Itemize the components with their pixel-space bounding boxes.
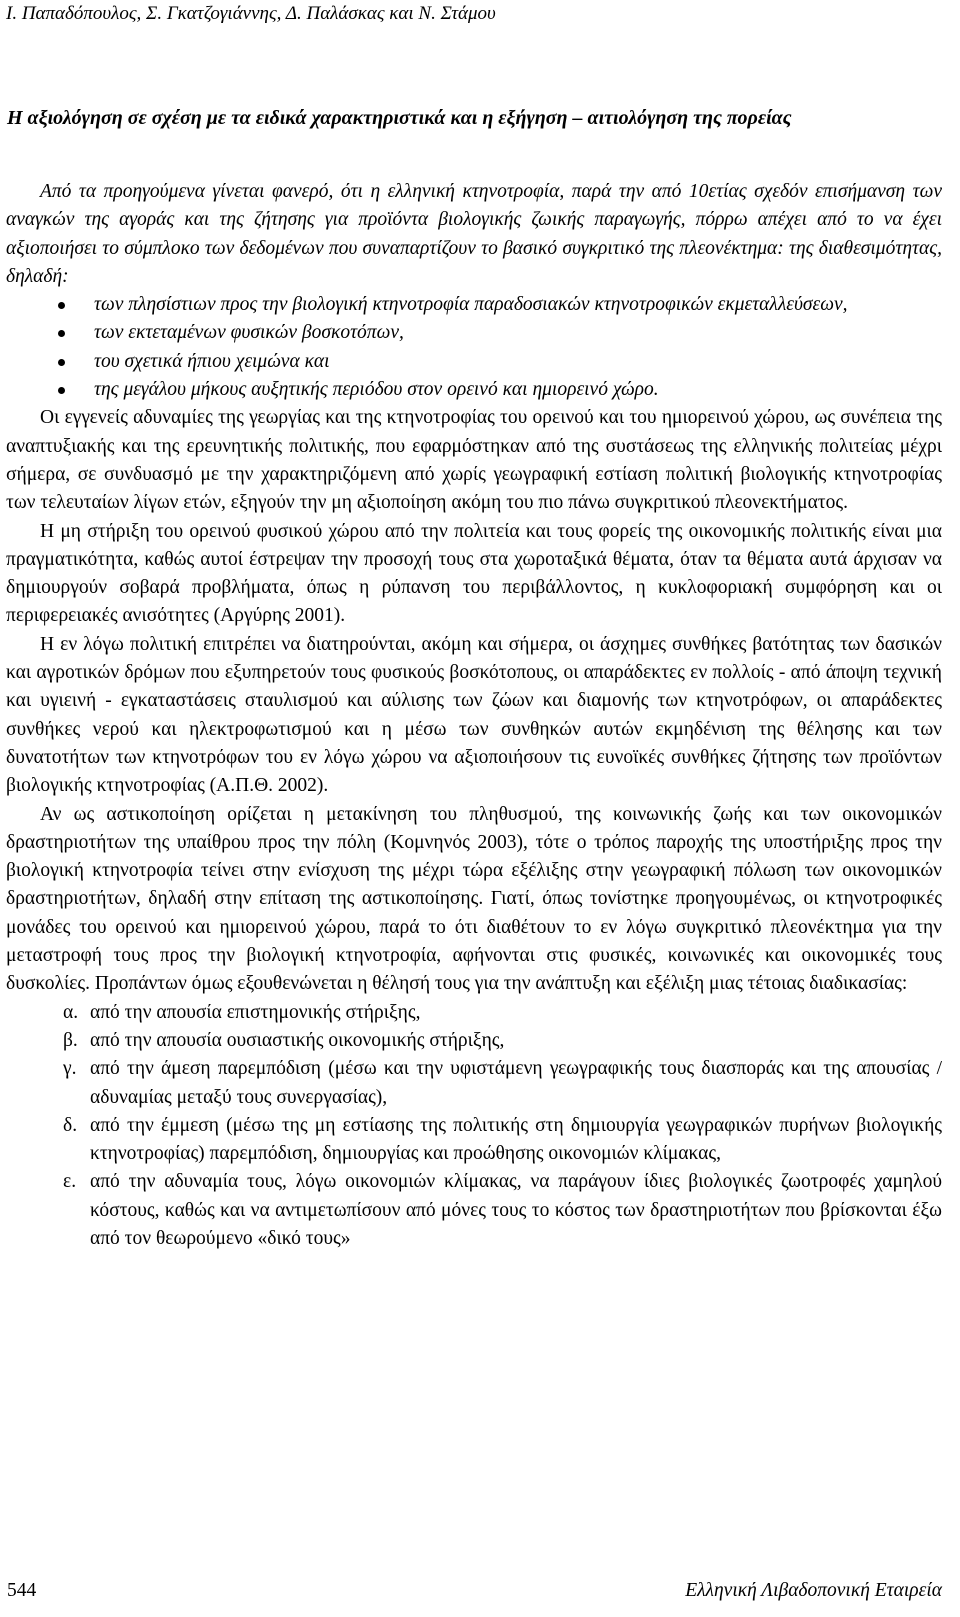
footer-society: Ελληνική Λιβαδοπονική Εταιρεία — [685, 1580, 942, 1601]
bullet-text: των πλησίστιων προς την βιολογική κτηνοτροφία παραδοσιακών κτηνοτροφικών εκμεταλλεύσεων, — [94, 294, 848, 316]
bullet-item — [6, 348, 942, 376]
bullet-icon — [58, 302, 65, 309]
enumerated-text: από την απουσία ουσιαστικής οικονομικής στήριξης, — [90, 1029, 505, 1051]
running-header: Ι. Παπαδόπουλος, Σ. Γκατζογιάννης, Δ. Παλάσκας και Ν. Στάμου — [6, 3, 496, 24]
enumerated-text: από την απουσία επιστημονικής στήριξης, — [90, 1001, 421, 1023]
enumerated-text: από την αδυναμία τους, λόγω οικονομιών κλίμακας, να παράγουν ίδιες βιολογικές ζωοτροφές χαμηλού κόστους, καθώς και να αντιμετωπίσουν από μόνες τους το κόστος των δραστηριοτήτων που βρίσκονται έξω από τον θεωρούμενο «δικό τους» — [90, 1171, 942, 1249]
enumerated-text: από την έμμεση (μέσω της μη εστίασης της πολιτικής στη δημιουργία γεωγραφικών πυρήνων βιολογικής κτηνοτροφίας) παρεμπόδιση, δημιουργίας και προώθησης οικονομιών κλίμακας, — [90, 1114, 942, 1165]
enumerated-item — [6, 1168, 942, 1253]
enumerated-list — [6, 999, 942, 1254]
enumerated-item — [6, 1055, 942, 1112]
bullet-text: της μεγάλου μήκους αυξητικής περιόδου στον ορεινό και ημιορεινό χώρο. — [94, 379, 659, 401]
intro-paragraph: Από τα προηγούμενα γίνεται φανερό, ότι η ελληνική κτηνοτροφία, παρά την από 10ετίας σχεδόν επισήμανση των αναγκών της αγοράς και της ζήτησης για προϊόντα βιολογικής ζωικής παραγωγής, πόρρω απέχει από το να έχει αξιοποιήσει το σύμπλοκο των δεδομένων που συναπαρτίζουν το βασικό συγκριτικό της πλεονέκτημα: της διαθεσιμότητας, δηλαδή: — [6, 181, 942, 287]
section-heading: Η αξιολόγηση σε σχέση με τα ειδικά χαρακτηριστικά και η εξήγηση – αιτιολόγηση της πορείας — [7, 107, 792, 129]
enumerated-item — [6, 1027, 942, 1055]
body-paragraph: Αν ως αστικοποίηση ορίζεται η μετακίνηση του πληθυσμού, της κοινωνικής ζωής και των οικονομικών δραστηριοτήτων της υπαίθρου προς την πόλη (Κομνηνός 2003), τότε ο τρόπος παροχής της υποστήριξης προς την βιολογική κτηνοτροφία τείνει στην ενίσχυση της μέχρι τώρα εξέλιξης στην γεωγραφική πόλωση των οικονομικών δραστηριοτήτων, δηλαδή στην επίταση της αστικοποίησης. Γιατί, όπως τονίστηκε προηγουμένως, οι κτηνοτροφικές μονάδες του ορεινού και ημιορεινού χώρου, παρά το ότι διαθέτουν το εν λόγω συγκριτικό πλεονέκτημα για την μεταστροφή τους προς την βιολογική κτηνοτροφία, αφήνονται στις φυσικές, κοινωνικές και οικονομικές τους δυσκολίες. Προπάντων όμως εξουθενώνεται η θέλησή τους για την ανάπτυξη και εξέλιξη μιας τέτοιας διαδικασίας: — [6, 803, 942, 995]
enumerated-item — [6, 999, 942, 1027]
enumerated-item — [6, 1112, 942, 1169]
bullet-item — [6, 319, 942, 347]
enumerated-marker: β. — [63, 1029, 78, 1051]
body-paragraph: Η εν λόγω πολιτική επιτρέπει να διατηρούνται, ακόμη και σήμερα, οι άσχημες συνθήκες βατότητας των δασικών και αγροτικών δρόμων που εξυπηρετούν τους φυσικούς βοσκότοπους, οι απαράδεκτες εν πολλοίς - από άποψη τεχνική και υγιεινή - εγκαταστάσεις σταυλισμού και αύλισης των ζώων και διαμονής των κτηνοτρόφων, οι απαράδεκτες συνθήκες νερού και ηλεκτροφωτισμού και η μέσω των συνθηκών αυτών εκμηδένιση της θέλησης και των δυνατοτήτων των κτηνοτρόφων του εν λόγω χώρου να αξιοποιήσουν τις ευνοϊκές συνθήκες ζήτησης των προϊόντων βιολογικής κτηνοτροφίας (Α.Π.Θ. 2002). — [6, 633, 942, 797]
enumerated-marker: δ. — [63, 1114, 78, 1136]
page-number: 544 — [7, 1580, 37, 1601]
bullet-item — [6, 291, 942, 319]
enumerated-marker: ε. — [63, 1171, 77, 1193]
enumerated-marker: α. — [63, 1001, 79, 1023]
bullet-item — [6, 376, 942, 404]
bullet-list — [6, 291, 942, 404]
bullet-text: του σχετικά ήπιου χειμώνα και — [94, 350, 330, 372]
bullet-icon — [58, 330, 65, 337]
enumerated-text: από την άμεση παρεμπόδιση (μέσω και την υφιστάμενη γεωγραφικής τους διασποράς και της απουσίας / αδυναμίας μεταξύ τους συνεργασίας), — [90, 1058, 942, 1108]
enumerated-marker: γ. — [63, 1058, 77, 1080]
intro-block — [6, 178, 942, 1253]
bullet-icon — [58, 387, 65, 394]
bullet-icon — [58, 359, 65, 366]
bullet-text: των εκτεταμένων φυσικών βοσκοτόπων, — [94, 322, 404, 344]
body-paragraph: Η μη στήριξη του ορεινού φυσικού χώρου από την πολιτεία και τους φορείς της οικονομικής πολιτικής είναι μια πραγματικότητα, καθώς αυτοί έστρεψαν την προσοχή τους στα χωροταξικά θέματα, όταν τα θέματα αυτά άρχισαν να δημιουργούν σοβαρά προβλήματα, όπως η ρύπανση του περιβάλλοντος, η κυκλοφοριακή συμφόρηση και οι περιφερειακές ανισότητες (Αργύρης 2001). — [6, 520, 942, 627]
body-paragraph: Οι εγγενείς αδυναμίες της γεωργίας και της κτηνοτροφίας του ορεινού και του ημιορεινού χώρου, ως συνέπεια της αναπτυξιακής και της ερευνητικής πολιτικής, που εφαρμόστηκαν από της συστάσεως της ελληνικής πολιτείας μέχρι σήμερα, σε συνδυασμό με την χαρακτηριζόμενη από χωρίς γεωγραφική εστίαση πολιτική βιολογικής κτηνοτροφίας των τελευταίων λίγων ετών, εξηγούν την μη αξιοποίηση ακόμη του πιο πάνω συγκριτικού πλεονεκτήματος. — [6, 407, 942, 514]
